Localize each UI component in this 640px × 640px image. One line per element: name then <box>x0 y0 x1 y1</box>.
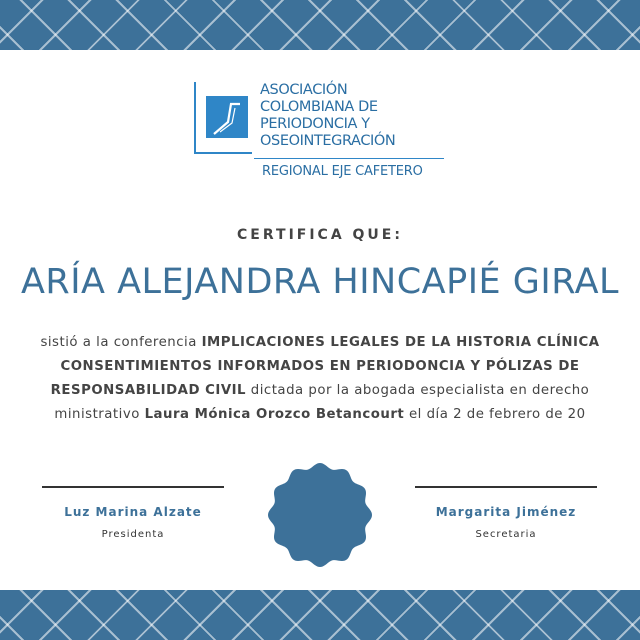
body-text-plain: el día 2 de febrero de 20 <box>404 407 586 422</box>
recipient-name: ARÍA ALEJANDRA HINCAPIÉ GIRAL <box>20 262 620 302</box>
bottom-decorative-band <box>0 590 640 640</box>
body-line <box>0 331 640 355</box>
body-line <box>0 403 640 427</box>
signer-role: Presidenta <box>101 529 165 540</box>
signature-line <box>415 486 597 488</box>
association-name <box>260 82 450 150</box>
association-name-line: OSEOINTEGRACIÓN <box>260 133 396 149</box>
association-regional: REGIONAL EJE CAFETERO <box>262 164 423 179</box>
signer-name: Margarita Jiménez <box>435 505 577 519</box>
certifies-label: CERTIFICA QUE: <box>237 227 403 243</box>
association-name-line: COLOMBIANA DE <box>260 99 378 115</box>
top-decorative-band <box>0 0 640 50</box>
conference-title: IMPLICACIONES LEGALES DE LA HISTORIA CLÍNICA <box>201 335 600 350</box>
body-line <box>0 355 640 379</box>
conference-title: CONSENTIMIENTOS INFORMADOS EN PERIODONCIA Y PÓLIZAS DE <box>60 359 580 374</box>
signer-name: Luz Marina Alzate <box>64 505 202 519</box>
body-line <box>0 379 640 403</box>
association-logo <box>194 82 444 186</box>
body-text-plain: dictada por la abogada especialista en derecho <box>246 383 590 398</box>
association-name-line: PERIODONCIA Y <box>260 116 370 132</box>
signature-president <box>42 486 224 540</box>
certificate-body <box>0 331 640 427</box>
association-name-line: ASOCIACIÓN <box>260 82 348 98</box>
signature-line <box>42 486 224 488</box>
signer-role: Secretaria <box>475 529 537 540</box>
speaker-name: Laura Mónica Orozco Betancourt <box>144 407 405 422</box>
signature-secretary <box>415 486 597 540</box>
body-text-plain: ministrativo <box>54 407 145 422</box>
association-logo-icon <box>194 82 252 154</box>
body-text-plain: sistió a la conferencia <box>40 335 202 350</box>
conference-title: RESPONSABILIDAD CIVIL <box>50 383 247 398</box>
logo-divider <box>254 158 444 159</box>
seal-icon <box>263 458 377 572</box>
